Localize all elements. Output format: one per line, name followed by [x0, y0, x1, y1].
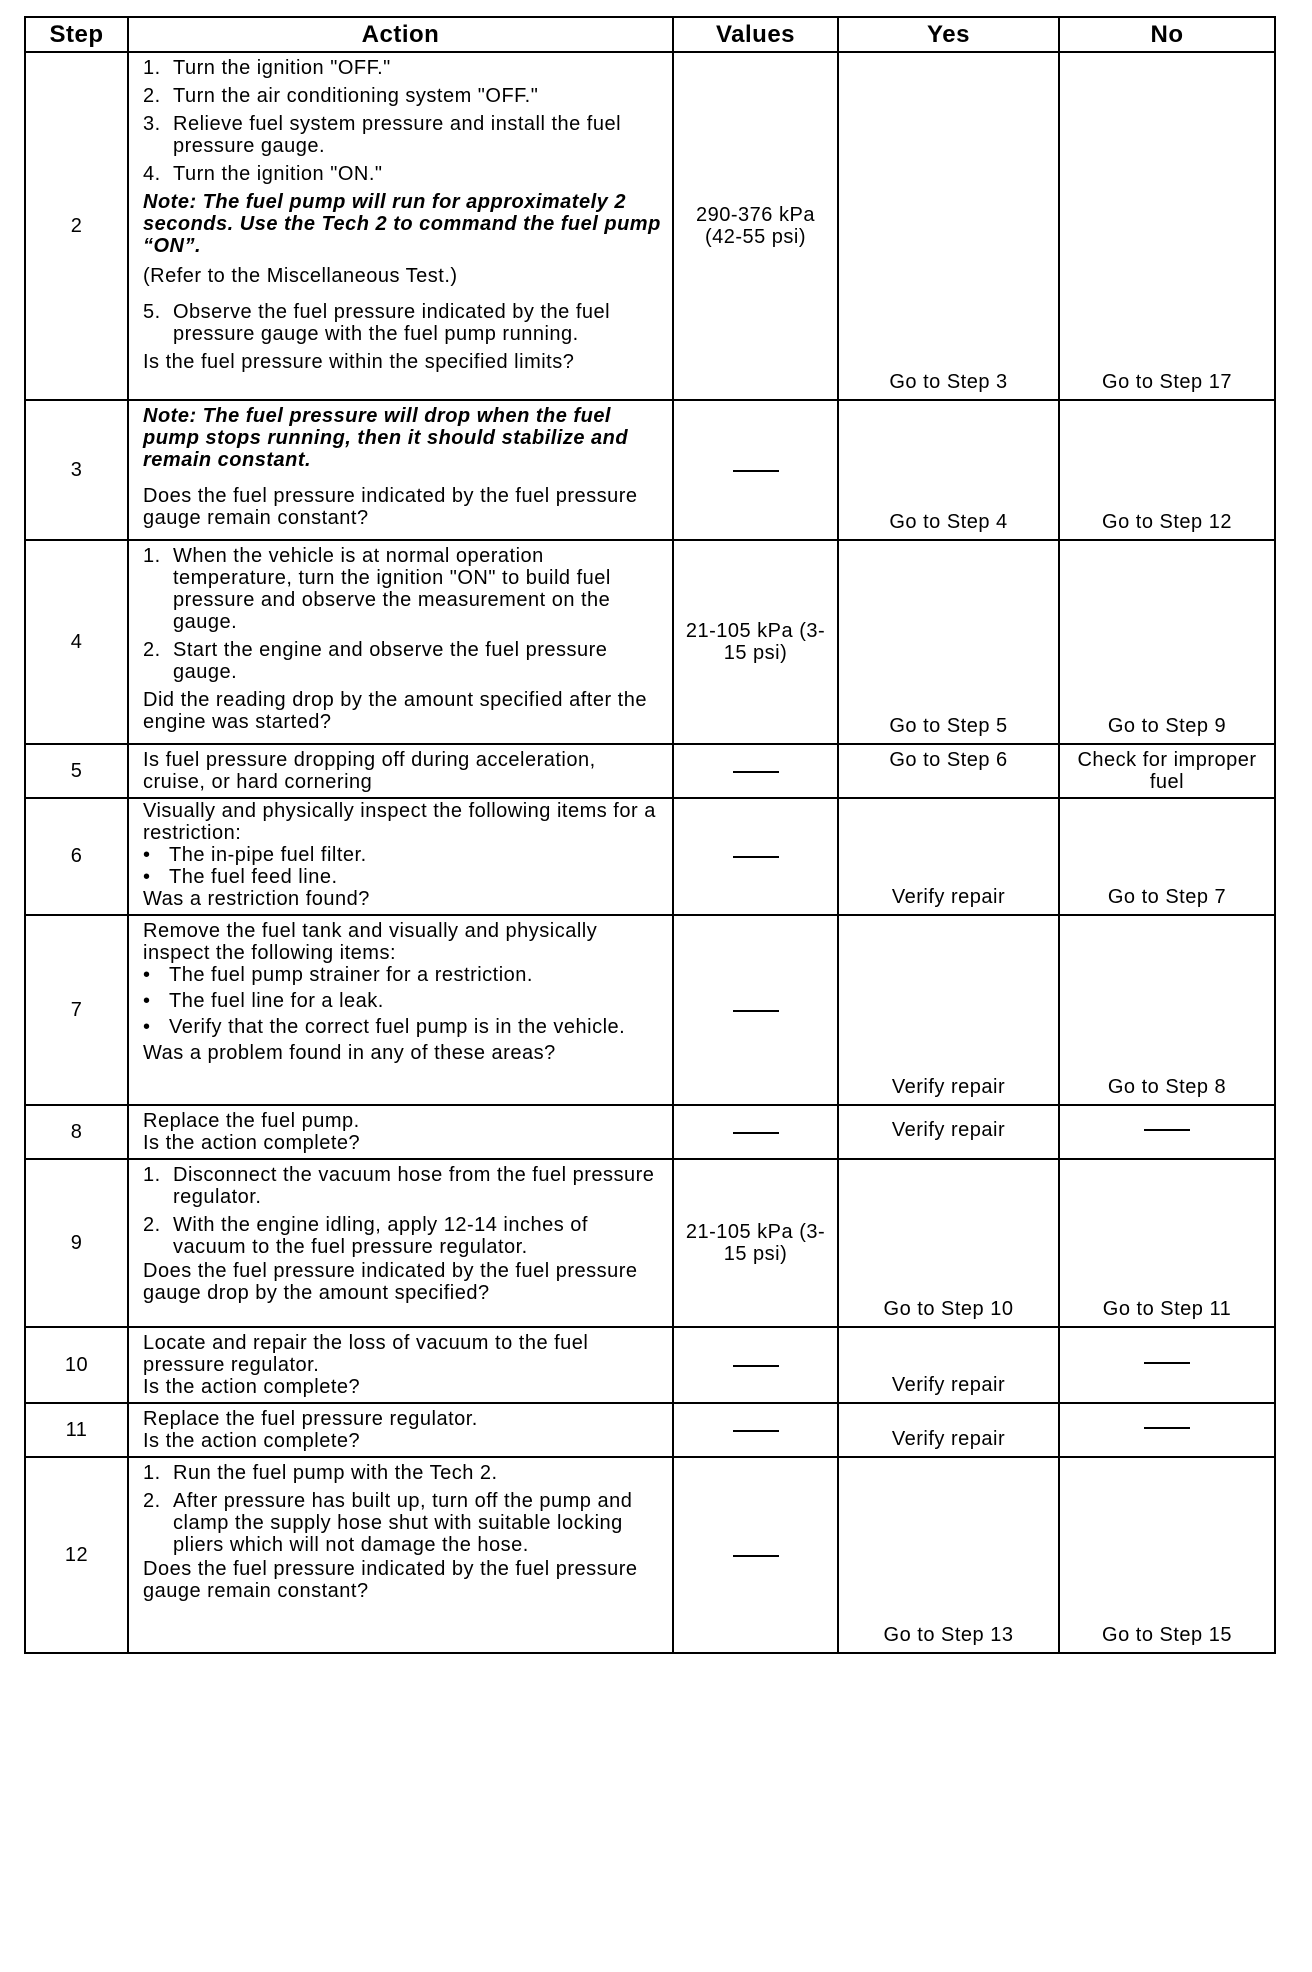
- empty-dash: [733, 1430, 779, 1432]
- action-bullet: The in-pipe fuel filter.: [169, 844, 367, 866]
- header-values: Values: [673, 17, 838, 52]
- action-cell: 1. Turn the ignition "OFF." 2. Turn the air conditioning system "OFF." 3. Relieve fuel system pressure and install the fuel pressure gauge. 4. Turn the ignition "ON." Note: The fuel pump will run for approximately 2 seconds. Use the Tech 2 to command the fuel pump “ON”. (Refer to the Miscellaneous Test.) 5. Observe the fuel pressure indicated by the fuel pressure gauge with the fuel pump running. Is the fuel pressure within the specified limits?: [128, 52, 673, 400]
- action-item: With the engine idling, apply 12-14 inches of vacuum to the fuel pressure regulator.: [173, 1214, 588, 1258]
- action-cell: [128, 744, 673, 798]
- no-cell: [1059, 1105, 1275, 1159]
- empty-dash: [733, 1010, 779, 1012]
- no-cell: Go to Step 15: [1059, 1457, 1275, 1653]
- yes-cell: Verify repair: [838, 1403, 1059, 1457]
- values-cell: [673, 1403, 838, 1457]
- empty-dash: [1144, 1427, 1190, 1429]
- yes-cell: Verify repair: [838, 1105, 1059, 1159]
- action-question: Is the action complete?: [143, 1430, 361, 1452]
- values-cell: [673, 1105, 838, 1159]
- action-note: Note: The fuel pressure will drop when the fuel pump stops running, then it should stabilize and remain constant.: [143, 405, 629, 471]
- values-cell: [673, 400, 838, 540]
- yes-cell: Verify repair: [838, 1327, 1059, 1403]
- action-cell: [128, 1105, 673, 1159]
- action-cell: 1. Disconnect the vacuum hose from the fuel pressure regulator. 2. With the engine idling, apply 12-14 inches of vacuum to the fuel pressure regulator. Does the fuel pressure indicated by the fuel pressure gauge drop by the amount specified?: [128, 1159, 673, 1327]
- no-cell: [1059, 1403, 1275, 1457]
- yes-cell: Go to Step 4: [838, 400, 1059, 540]
- no-cell: Check for improper fuel: [1059, 744, 1275, 798]
- action-question: Does the fuel pressure indicated by the fuel pressure gauge remain constant?: [143, 485, 638, 529]
- action-bullet: Verify that the correct fuel pump is in the vehicle.: [169, 1016, 626, 1038]
- action-item: Turn the ignition "ON.": [173, 163, 383, 185]
- no-cell: Go to Step 9: [1059, 540, 1275, 744]
- diagnostic-table: [24, 16, 1276, 1654]
- action-intro: Visually and physically inspect the following items for a restriction:: [143, 800, 656, 844]
- table-row: [25, 1457, 1275, 1653]
- values-cell: [673, 1457, 838, 1653]
- yes-cell: Go to Step 6: [838, 744, 1059, 798]
- step-number: 4: [25, 540, 128, 744]
- action-question: Was a problem found in any of these areas?: [143, 1042, 556, 1064]
- no-cell: Go to Step 8: [1059, 915, 1275, 1105]
- action-bullet: The fuel pump strainer for a restriction.: [169, 964, 533, 986]
- action-item: When the vehicle is at normal operation temperature, turn the ignition "ON" to build fuel pressure and observe the measurement on the gauge.: [173, 545, 611, 633]
- empty-dash: [733, 856, 779, 858]
- table-row: [25, 1105, 1275, 1159]
- empty-dash: [733, 1555, 779, 1557]
- action-cell: [128, 1327, 673, 1403]
- action-note: Note: The fuel pump will run for approximately 2 seconds. Use the Tech 2 to command the fuel pump “ON”.: [143, 191, 661, 257]
- action-cell: 1. When the vehicle is at normal operation temperature, turn the ignition "ON" to build fuel pressure and observe the measurement on the gauge. 2. Start the engine and observe the fuel pressure gauge. Did the reading drop by the amount specified after the engine was started?: [128, 540, 673, 744]
- action-intro: Replace the fuel pressure regulator.: [143, 1408, 478, 1430]
- step-number: 7: [25, 915, 128, 1105]
- step-number: 3: [25, 400, 128, 540]
- action-question: Is the action complete?: [143, 1132, 361, 1154]
- values-cell: [673, 798, 838, 915]
- empty-dash: [733, 771, 779, 773]
- action-item: Turn the air conditioning system "OFF.": [173, 85, 539, 107]
- action-intro: Replace the fuel pump.: [143, 1110, 360, 1132]
- step-number: 2: [25, 52, 128, 400]
- yes-cell: Go to Step 5: [838, 540, 1059, 744]
- step-number: 11: [25, 1403, 128, 1457]
- yes-cell: Go to Step 10: [838, 1159, 1059, 1327]
- step-number: 6: [25, 798, 128, 915]
- step-number: 9: [25, 1159, 128, 1327]
- yes-cell: Verify repair: [838, 798, 1059, 915]
- values-cell: [673, 915, 838, 1105]
- action-cell: Remove the fuel tank and visually and physically inspect the following items: • The fuel pump strainer for a restriction. • The fuel line for a leak. • Verify that the correct fuel pump is in the vehicle. Was a problem found in any of these areas?: [128, 915, 673, 1105]
- action-item: Observe the fuel pressure indicated by the fuel pressure gauge with the fuel pump running.: [173, 301, 611, 345]
- table-row: [25, 1159, 1275, 1327]
- values-cell: 290-376 kPa (42-55 psi): [673, 52, 838, 400]
- table-row: [25, 744, 1275, 798]
- header-yes: Yes: [838, 17, 1059, 52]
- no-cell: Go to Step 11: [1059, 1159, 1275, 1327]
- action-question: Does the fuel pressure indicated by the fuel pressure gauge remain constant?: [143, 1558, 638, 1602]
- action-item: Turn the ignition "OFF.": [173, 57, 391, 79]
- step-number: 10: [25, 1327, 128, 1403]
- empty-dash: [733, 470, 779, 472]
- values-cell: [673, 744, 838, 798]
- action-cell: Visually and physically inspect the following items for a restriction: • The in-pipe fuel filter. • The fuel feed line. Was a restriction found?: [128, 798, 673, 915]
- action-question: Is fuel pressure dropping off during acceleration, cruise, or hard cornering: [143, 749, 596, 793]
- table-row: [25, 52, 1275, 400]
- no-cell: Go to Step 12: [1059, 400, 1275, 540]
- action-intro: Locate and repair the loss of vacuum to the fuel pressure regulator.: [143, 1332, 589, 1376]
- values-cell: 21-105 kPa (3-15 psi): [673, 540, 838, 744]
- header-step: Step: [25, 17, 128, 52]
- action-cell: [128, 400, 673, 540]
- yes-cell: Go to Step 3: [838, 52, 1059, 400]
- step-number: 8: [25, 1105, 128, 1159]
- empty-dash: [733, 1365, 779, 1367]
- yes-cell: Verify repair: [838, 915, 1059, 1105]
- header-row: [25, 17, 1275, 52]
- step-number: 5: [25, 744, 128, 798]
- no-cell: Go to Step 17: [1059, 52, 1275, 400]
- action-bullet: The fuel line for a leak.: [169, 990, 384, 1012]
- empty-dash: [1144, 1362, 1190, 1364]
- action-item: Run the fuel pump with the Tech 2.: [173, 1462, 498, 1484]
- action-item: Relieve fuel system pressure and install the fuel pressure gauge.: [173, 113, 622, 157]
- values-cell: 21-105 kPa (3-15 psi): [673, 1159, 838, 1327]
- table-row: [25, 400, 1275, 540]
- action-question: Is the action complete?: [143, 1376, 361, 1398]
- action-cell: 1. Run the fuel pump with the Tech 2. 2. After pressure has built up, turn off the pump and clamp the supply hose shut with suitable locking pliers which will not damage the hose. Does the fuel pressure indicated by the fuel pressure gauge remain constant?: [128, 1457, 673, 1653]
- empty-dash: [733, 1132, 779, 1134]
- values-cell: [673, 1327, 838, 1403]
- header-no: No: [1059, 17, 1275, 52]
- no-cell: [1059, 1327, 1275, 1403]
- table-row: [25, 915, 1275, 1105]
- action-question: Was a restriction found?: [143, 888, 370, 910]
- table-row: [25, 798, 1275, 915]
- action-item: Start the engine and observe the fuel pressure gauge.: [173, 639, 608, 683]
- step-number: 12: [25, 1457, 128, 1653]
- action-intro: Remove the fuel tank and visually and physically inspect the following items:: [143, 920, 598, 964]
- no-cell: Go to Step 7: [1059, 798, 1275, 915]
- yes-cell: Go to Step 13: [838, 1457, 1059, 1653]
- action-reference: (Refer to the Miscellaneous Test.): [143, 265, 458, 287]
- header-action: Action: [128, 17, 673, 52]
- action-question: Is the fuel pressure within the specified limits?: [143, 351, 575, 373]
- empty-dash: [1144, 1129, 1190, 1131]
- table-row: [25, 1327, 1275, 1403]
- action-item: After pressure has built up, turn off the pump and clamp the supply hose shut with suitable locking pliers which will not damage the hose.: [173, 1490, 633, 1556]
- action-question: Does the fuel pressure indicated by the fuel pressure gauge drop by the amount specified?: [143, 1260, 638, 1304]
- action-bullet: The fuel feed line.: [169, 866, 338, 888]
- table-row: [25, 1403, 1275, 1457]
- table-row: [25, 540, 1275, 744]
- action-cell: [128, 1403, 673, 1457]
- action-question: Did the reading drop by the amount specified after the engine was started?: [143, 689, 647, 733]
- action-item: Disconnect the vacuum hose from the fuel pressure regulator.: [173, 1164, 655, 1208]
